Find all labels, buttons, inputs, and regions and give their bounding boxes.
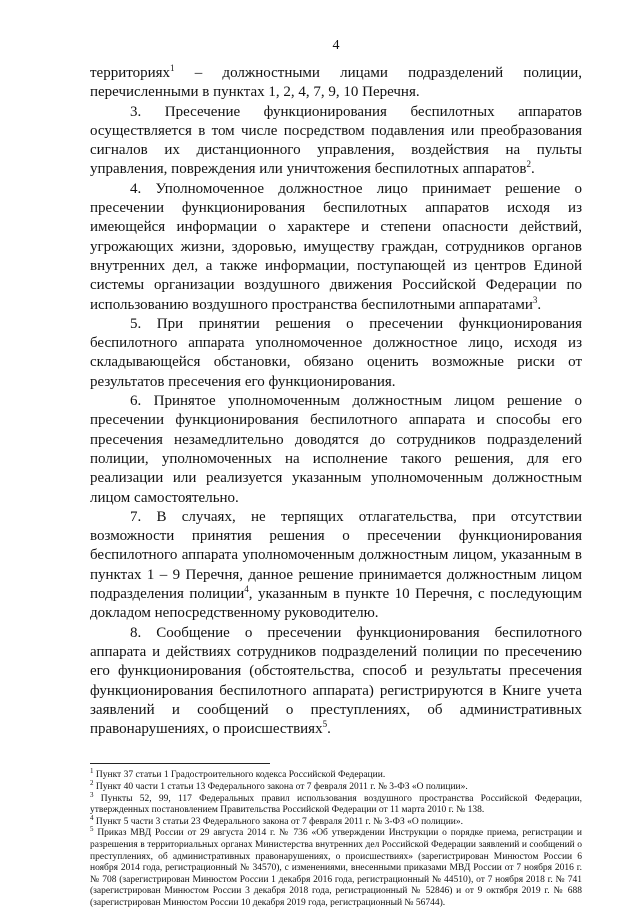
- footnote-number: 1: [90, 767, 94, 776]
- paragraph-text: территориях: [90, 65, 171, 81]
- paragraph-text: .: [530, 161, 535, 178]
- paragraph-1: [90, 64, 582, 103]
- paragraph-text: 7. В случаях, не терпящих отлагательства, при отсутствии возможности принятия решения о пресечении функционирования беспилотного аппарата уполномоченным должностным лицом, указанным в пунктах 1 – 9 Перечня, данное решение принимается должностным лицом подразделения полиции: [90, 508, 582, 603]
- footnotes: [90, 767, 582, 909]
- footnote-text: Пункт 37 статьи 1 Градостроительного кодекса Российской Федерации.: [93, 770, 386, 781]
- footnote-4: [90, 813, 582, 829]
- paragraph-text: 3. Пресечение функционирования беспилотных аппаратов осуществляется в том числе посредством подавления или преобразования сигналов их дистанционного управления, воздействия на пульты управления, повреждения или уничтожения беспилотных аппаратов: [90, 103, 582, 178]
- footnote-text: Пункт 5 части 3 статьи 23 Федерального закона от 7 февраля 2011 г. № 3-ФЗ «О полиции».: [93, 816, 464, 827]
- paragraph-4: [90, 315, 582, 392]
- footnote-ref: 1: [170, 63, 175, 73]
- footnote-separator: [90, 763, 270, 764]
- footnote-5: [90, 825, 582, 909]
- paragraph-7: [90, 624, 582, 740]
- footnote-text: Пункты 52, 99, 117 Федеральных правил использования воздушного пространства Российской Федерации, утвержденных постановлением Правительства Российской Федерации от 11 марта 2010 г. № 138.: [90, 793, 582, 816]
- footnote-number: 3: [90, 790, 94, 799]
- footnote-ref: 3: [532, 294, 538, 305]
- footnote-3: [90, 790, 582, 817]
- paragraph-2: [90, 103, 582, 180]
- paragraph-6: [90, 508, 582, 624]
- paragraph-text: 6. Принятое уполномоченным должностным лицом решение о пресечении функционирования беспилотного аппарата и способы его пресечения незамедлительно доводятся до сотрудников подразделений полиции, уполномоченных на исполнение такого решения, для его реализации или реализуется указанным уполномоченным должностным лицом самостоятельно.: [90, 393, 582, 506]
- footnote-number: 5: [90, 825, 94, 834]
- paragraph-text: .: [327, 721, 331, 738]
- footnote-1: [90, 767, 582, 782]
- paragraph-text: 4. Уполномоченное должностное лицо принимает решение о пресечении функционирования беспилотных аппаратов исходя из имеющейся информации о характере и степени опасности действий, угрожающих жизни, здоровью, имуществу граждан, сотрудников органов внутренних дел, а также информации, поступающей из центров Единой системы организации воздушного движения Российской Федерации по использованию воздушного пространства беспилотными аппаратами: [90, 180, 582, 313]
- paragraph-text: 8. Сообщение о пресечении функционирования беспилотного аппарата и действиях сотрудников подразделений полиции по пресечению его функционирования (обстоятельства, способ и результаты пресечения функционирования беспилотного аппарата) регистрируются в Книге учета заявлений и сообщений о преступлениях, об административных правонарушениях, о происшествиях: [90, 624, 582, 738]
- footnote-text: Приказ МВД России от 29 августа 2014 г. № 736 «Об утверждении Инструкции о порядке приема, регистрации и разрешения в территориальных органах Министерства внутренних дел Российской Федерации заявлений и сообщений о преступлениях, об административных правонарушениях, о происшествиях» (зарегистрирован Минюстом России 6 ноября 2014 года, регистрационный № 34570), с изменениями, внесенными приказами МВД России от 7 ноября 2016 г. № 708 (зарегистрирован Минюстом России 1 декабря 2016 года, регистрационный № 44510), от 7 ноября 2018 г. № 741 (зарегистрирован Минюстом России 3 декабря 2018 года, регистрационный № 52846) и от 9 октября 2019 г. № 688 (зарегистрирован Минюстом России 10 декабря 2019 года, регистрационный № 56744).: [90, 828, 582, 908]
- footnote-2: [90, 778, 582, 794]
- footnote-number: 4: [90, 813, 94, 822]
- paragraph-text: – должностными лицами подразделений полиции, перечисленными в пунктах 1, 2, 4, 7, 9, 10 Перечня.: [90, 65, 582, 101]
- paragraph-text: .: [537, 296, 542, 313]
- footnote-ref: 5: [322, 719, 328, 730]
- page-number: 4: [332, 38, 340, 53]
- paragraph-3: [90, 180, 582, 315]
- paragraph-text: , указанным в пункте 10 Перечня, с последующим докладом непосредственному руководителю.: [90, 586, 582, 622]
- footnote-text: Пункт 40 части 1 статьи 13 Федерального закона от 7 февраля 2011 г. № 3-ФЗ «О полиции».: [93, 781, 468, 792]
- paragraph-5: [90, 392, 582, 508]
- footnote-ref: 4: [244, 584, 249, 595]
- paragraph-text: 5. При принятии решения о пресечении функционирования беспилотного аппарата уполномоченное должностное лицо, исходя из складывающейся обстановки, обязано оценить возможные риски от результатов пресечения его функционирования.: [90, 315, 582, 390]
- footnote-number: 2: [90, 778, 94, 787]
- body-text: [90, 64, 582, 739]
- footnote-ref: 2: [526, 159, 531, 170]
